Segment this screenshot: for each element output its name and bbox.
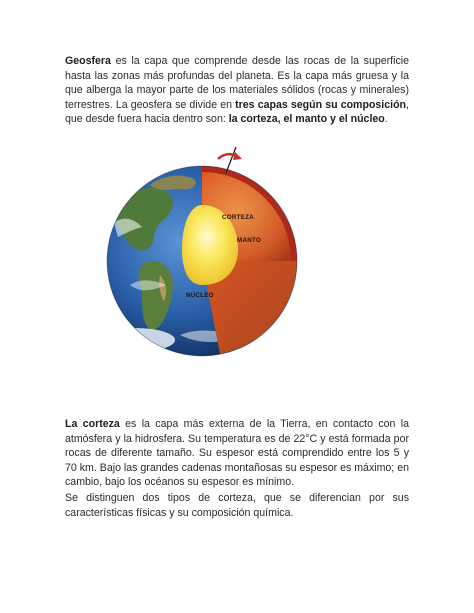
crust-paragraph: [65, 417, 409, 490]
term-geosfera: Geosfera: [65, 55, 111, 67]
intro-bold-layer-names: la corteza, el manto y el núcleo: [228, 113, 385, 126]
intro-bold-three-layers: tres capas según su composición: [235, 98, 407, 111]
crust-types-paragraph: [65, 491, 409, 520]
label-manto: MANTO: [237, 237, 262, 244]
earth-globe: [95, 166, 297, 356]
intro-text-a: es la capa que comprende desde las rocas de la superficie hasta las zonas más profundas del planeta. Es la capa más gruesa y la que alberga la mayor parte de los materiales sólidos (rocas y minerales) terrestres. La geosfera se divide en: [65, 55, 409, 111]
geosphere-intro-paragraph: [65, 54, 409, 127]
term-corteza: La corteza: [65, 418, 120, 430]
earth-layers-figure: [90, 145, 390, 360]
intro-text-c: , que desde fuera hacia dentro son:: [65, 98, 409, 126]
earth-cutaway-illustration: [90, 145, 390, 360]
intro-text-e: .: [384, 113, 388, 126]
label-nucleo: NÚCLEO: [186, 292, 214, 299]
crust-description: es la capa más externa de la Tierra, en contacto con la atmósfera y la hidrosfera. Su temperatura es de 22°C y está formada por rocas de diferente tamaño. Su espesor está comprendido entre los 5 y 70 km. Bajo las grandes cadenas montañosas su espesor es máximo; en cambio, bajo los océanos su espesor es mínimo.: [65, 418, 409, 489]
label-corteza: CORTEZA: [222, 214, 255, 221]
crust-types-text: Se distinguen dos tipos de corteza, que se diferencian por sus características físicas y su composición química.: [65, 492, 409, 519]
rotation-arrow-icon: [233, 152, 242, 160]
